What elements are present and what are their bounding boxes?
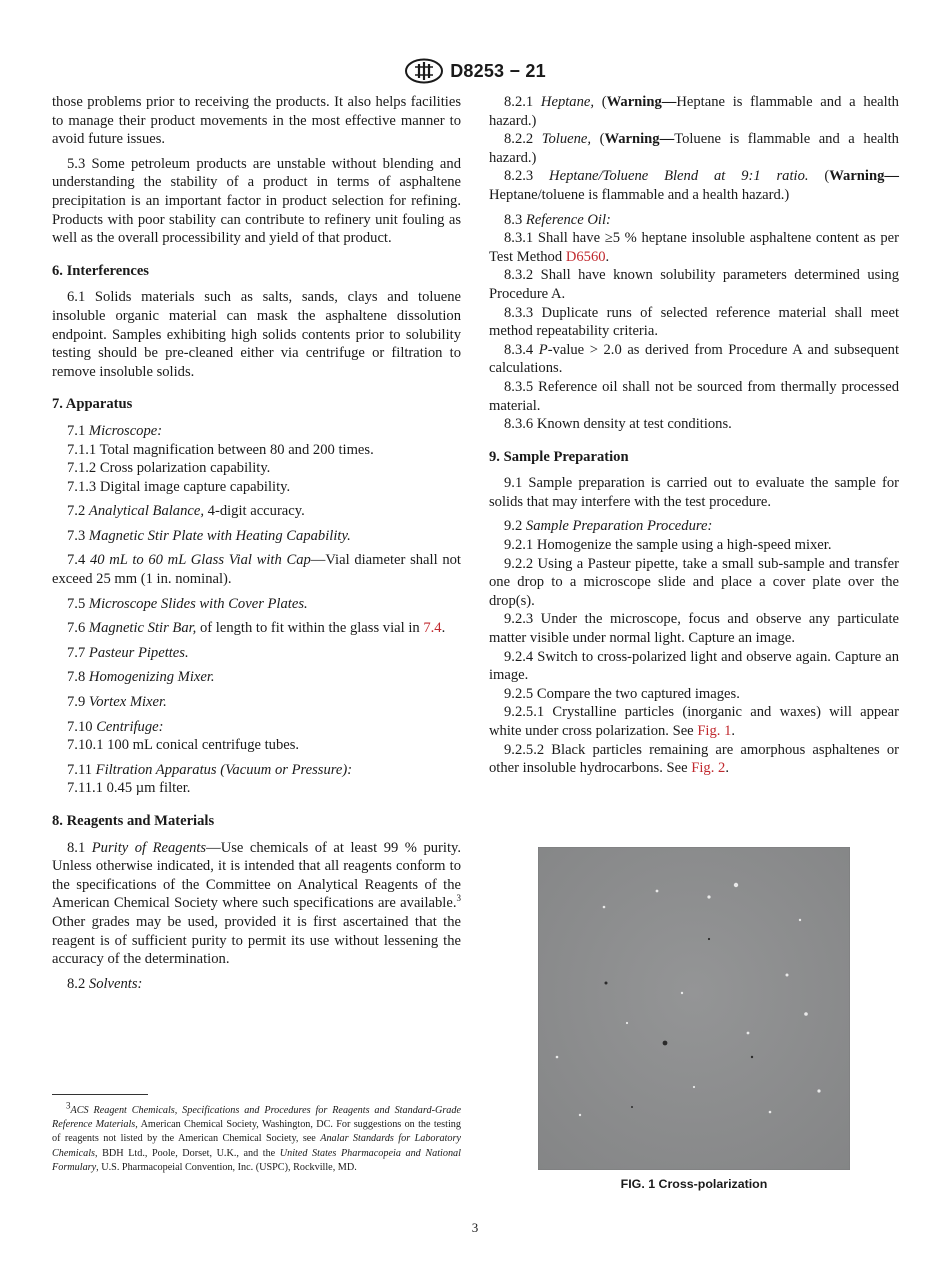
left-column [52, 93, 461, 999]
item-7-1-3: 7.1.3 Digital image capture capability. [67, 478, 291, 495]
footnote-ref[interactable]: 3 [456, 893, 461, 904]
item-9-2-5-2: 9.2.5.2 Black particles remaining are amorphous asphaltenes or other insoluble hydrocarbons. See Fig. 2. [489, 741, 899, 777]
astm-logo-icon [404, 58, 444, 84]
item-7-11: 7.11 Filtration Apparatus (Vacuum or Pressure): [67, 761, 353, 778]
link-fig-2[interactable]: Fig. 2 [691, 760, 726, 777]
item-9-1: 9.1 Sample preparation is carried out to evaluate the sample for solids that may interfere with the test procedure. [489, 475, 899, 510]
paragraph-5-3: 5.3 Some petroleum products are unstable without blending and understanding the stability of a product in terms of asphaltene precipitation is an important factor in product selection for refining. Products with poor stability can contribute to refinery unit fouling as well as the overall processibility and yield of that product. [52, 155, 461, 247]
figure-1-caption: FIG. 1 Cross-polarization [620, 1177, 768, 1191]
item-7-1-1: 7.1.1 Total magnification between 80 and 200 times. [67, 441, 374, 458]
link-d6560[interactable]: D6560 [565, 248, 606, 265]
section-heading-reagents: 8. Reagents and Materials [52, 813, 215, 829]
right-column [489, 93, 899, 784]
footnote-3: $^3$ACS Reagent Chemicals, Specifications and Procedures for Reagents and Standard-Grade Reference Materials, American Chemical Society, Washington, DC. For suggestions on the testing of reagents not listed by the American Chemical Society, see Analar Standards for Laboratory Chemicals, BDH Ltd., Poole, Dorset, U.K., and the United States Pharmacopeia and National Formulary, U.S. Pharmacopeial Convention, Inc. (USPC), Rockville, MD. [52, 1100, 461, 1173]
item-7-10-1: 7.10.1 100 mL conical centrifuge tubes. [67, 737, 300, 754]
section-heading-sample-preparation: 9. Sample Preparation [489, 448, 629, 465]
item-7-2: 7.2 Analytical Balance, 4-digit accuracy. [67, 503, 305, 520]
micrograph-image [538, 847, 850, 1170]
item-9-2-2: 9.2.2 Using a Pasteur pipette, take a small sub-sample and transfer one drop to a microscope slide and place a cover plate over the drop(s). [489, 555, 899, 609]
item-9-2-4: 9.2.4 Switch to cross-polarized light and observe again. Capture an image. [489, 648, 899, 684]
item-8-2-3: 8.2.3 Heptane/Toluene Blend at 9:1 ratio. (Warning—Heptane/toluene is flammable and a health hazard.) [489, 168, 899, 203]
item-7-9: 7.9 Vortex Mixer. [67, 694, 167, 711]
item-8-2-2: 8.2.2 Toluene, (Warning—Toluene is flammable and a health hazard.) [489, 131, 899, 166]
document-id: D8253 − 21 [450, 60, 546, 81]
section-heading-apparatus: 7. Apparatus [52, 396, 133, 413]
item-7-6: 7.6 Magnetic Stir Bar, of length to fit within the glass vial in 7.4. [67, 620, 446, 637]
page-number: 3 [471, 1220, 479, 1235]
link-7-4[interactable]: 7.4 [423, 620, 442, 637]
footnote-divider [52, 1094, 148, 1095]
item-9-2-5: 9.2.5 Compare the two captured images. [504, 685, 740, 702]
item-9-2: 9.2 Sample Preparation Procedure: [504, 518, 713, 535]
item-8-2: 8.2 Solvents: [67, 975, 143, 992]
item-7-1-2: 7.1.2 Cross polarization capability. [67, 460, 271, 477]
item-8-1: 8.1 Purity of Reagents—Use chemicals of at least 99 % purity. Unless otherwise indicated, it is intended that all reagents conform to the specifications of the Committee on Analytical Reagents of the American Chemical Society where such specifications are available.$^3$ Other grades may be used, provided it is first ascertained that the reagent is of sufficient purity to permit its use without lessening the accuracy of the determination. [52, 839, 462, 968]
item-9-2-5-1: 9.2.5.1 Crystalline particles (inorganic and waxes) will appear white under cross polarization. See Fig. 1. [489, 704, 899, 739]
page-header [0, 56, 950, 86]
item-7-4: 7.4 40 mL to 60 mL Glass Vial with Cap—Vial diameter shall not exceed 25 mm (1 in. nominal). [52, 552, 461, 588]
item-8-3-5: 8.3.5 Reference oil shall not be sourced from thermally processed material. [489, 378, 899, 414]
figure-1-micrograph [538, 847, 850, 1170]
item-7-1: 7.1 Microscope: [67, 422, 163, 439]
item-7-10: 7.10 Centrifuge: [67, 718, 164, 735]
paragraph-continued: those problems prior to receiving the products. It also helps facilities to manage their product movements in the most effective manner to avoid future issues. [52, 94, 461, 148]
item-7-11-1: 7.11.1 0.45 µm filter. [67, 780, 191, 797]
item-8-3-4: 8.3.4 P-value > 2.0 as derived from Procedure A and subsequent calculations. [489, 341, 899, 377]
item-9-2-3: 9.2.3 Under the microscope, focus and observe any particulate matter visible under normal light. Capture an image. [489, 611, 899, 647]
section-heading-interferences: 6. Interferences [52, 262, 149, 279]
item-8-3-2: 8.3.2 Shall have known solubility parameters determined using Procedure A. [489, 267, 899, 302]
item-7-8: 7.8 Homogenizing Mixer. [67, 669, 215, 686]
item-8-3-1: 8.3.1 Shall have ≥5 % heptane insoluble asphaltene content as per Test Method D6560. [489, 230, 899, 265]
item-8-3: 8.3 Reference Oil: [504, 211, 611, 228]
item-8-3-6: 8.3.6 Known density at test conditions. [504, 416, 732, 433]
item-7-7: 7.7 Pasteur Pipettes. [67, 644, 189, 661]
item-9-2-1: 9.2.1 Homogenize the sample using a high-speed mixer. [504, 537, 832, 554]
link-fig-1[interactable]: Fig. 1 [697, 723, 732, 739]
paragraph-6-1: 6.1 Solids materials such as salts, sands, clays and toluene insoluble organic material can mask the asphaltene dissolution endpoint. Samples exhibiting high solids contents prior to solubility testing should be pre-cleaned either via centrifuge or filtration to remove insoluble solids. [52, 289, 461, 380]
item-8-2-1: 8.2.1 Heptane, (Warning—Heptane is flammable and a health hazard.) [489, 94, 899, 129]
item-7-5: 7.5 Microscope Slides with Cover Plates. [67, 595, 308, 612]
item-7-3: 7.3 Magnetic Stir Plate with Heating Capability. [67, 527, 351, 544]
item-8-3-3: 8.3.3 Duplicate runs of selected reference material shall meet method repeatability criteria. [489, 304, 899, 340]
